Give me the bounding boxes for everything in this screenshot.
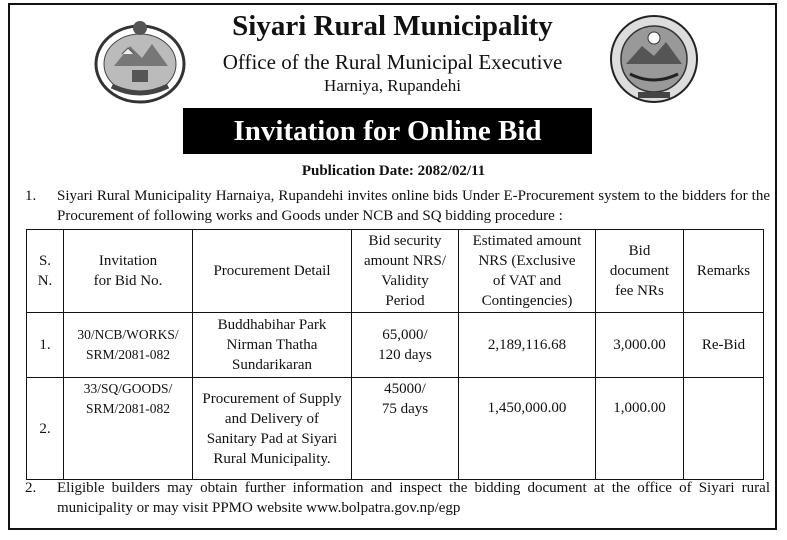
header-bid-no: Invitation for Bid No. xyxy=(64,230,193,313)
nepal-emblem-icon xyxy=(92,14,188,106)
cell-remarks: Re-Bid xyxy=(684,313,764,378)
bid-table xyxy=(26,229,764,480)
cell-estimate: 2,189,116.68 xyxy=(459,313,596,378)
header-remarks: Remarks xyxy=(684,230,764,313)
cell-remarks xyxy=(684,378,764,480)
office-subtitle: Office of the Rural Municipal Executive xyxy=(222,50,563,74)
location-text: Harniya, Rupandehi xyxy=(324,76,461,95)
paragraph-1-text: Siyari Rural Municipality Harnaiya, Rupandehi invites online bids Under E-Procurement system to the bidders for the Procurement of following works and Goods under NCB and SQ bidding procedure : xyxy=(57,188,770,224)
paragraph-2 xyxy=(25,478,770,518)
paragraph-2-text: Eligible builders may obtain further information and inspect the bidding document at the office of Siyari rural municipality or may visit PPMO website www.bolpatra.gov.np/egp xyxy=(57,480,770,516)
cell-detail: Buddhabihar Park Nirman Thatha Sundarikaran xyxy=(193,313,352,378)
paragraph-1-number: 1. xyxy=(25,188,37,204)
paragraph-2-number: 2. xyxy=(25,480,37,496)
header-estimated-amount: Estimated amount NRS (Exclusive of VAT and Contingencies) xyxy=(459,230,596,313)
cell-fee: 3,000.00 xyxy=(596,313,684,378)
cell-detail: Procurement of Supply and Delivery of Sanitary Pad at Siyari Rural Municipality. xyxy=(193,378,352,480)
municipality-logo-icon xyxy=(608,12,700,106)
cell-security: 45000/ 75 days xyxy=(352,378,459,480)
publication-date: Publication Date: 2082/02/11 xyxy=(301,163,486,179)
table-row xyxy=(27,378,764,480)
header-document-fee: Bid document fee NRs xyxy=(596,230,684,313)
cell-sn: 2. xyxy=(27,378,64,480)
cell-security: 65,000/ 120 days xyxy=(352,313,459,378)
cell-bid-no: 33/SQ/GOODS/ SRM/2081-082 xyxy=(64,378,193,480)
header-bid-security: Bid security amount NRS/ Validity Period xyxy=(352,230,459,313)
table-row xyxy=(27,313,764,378)
header-procurement-detail: Procurement Detail xyxy=(193,230,352,313)
cell-sn: 1. xyxy=(27,313,64,378)
cell-bid-no: 30/NCB/WORKS/ SRM/2081-082 xyxy=(64,313,193,378)
invitation-banner: Invitation for Online Bid xyxy=(183,108,592,154)
municipality-title: Siyari Rural Municipality xyxy=(232,10,553,42)
cell-estimate: 1,450,000.00 xyxy=(459,378,596,480)
paragraph-1 xyxy=(25,186,770,226)
cell-fee: 1,000.00 xyxy=(596,378,684,480)
header-sn: S. N. xyxy=(27,230,64,313)
table-header-row xyxy=(27,230,764,313)
